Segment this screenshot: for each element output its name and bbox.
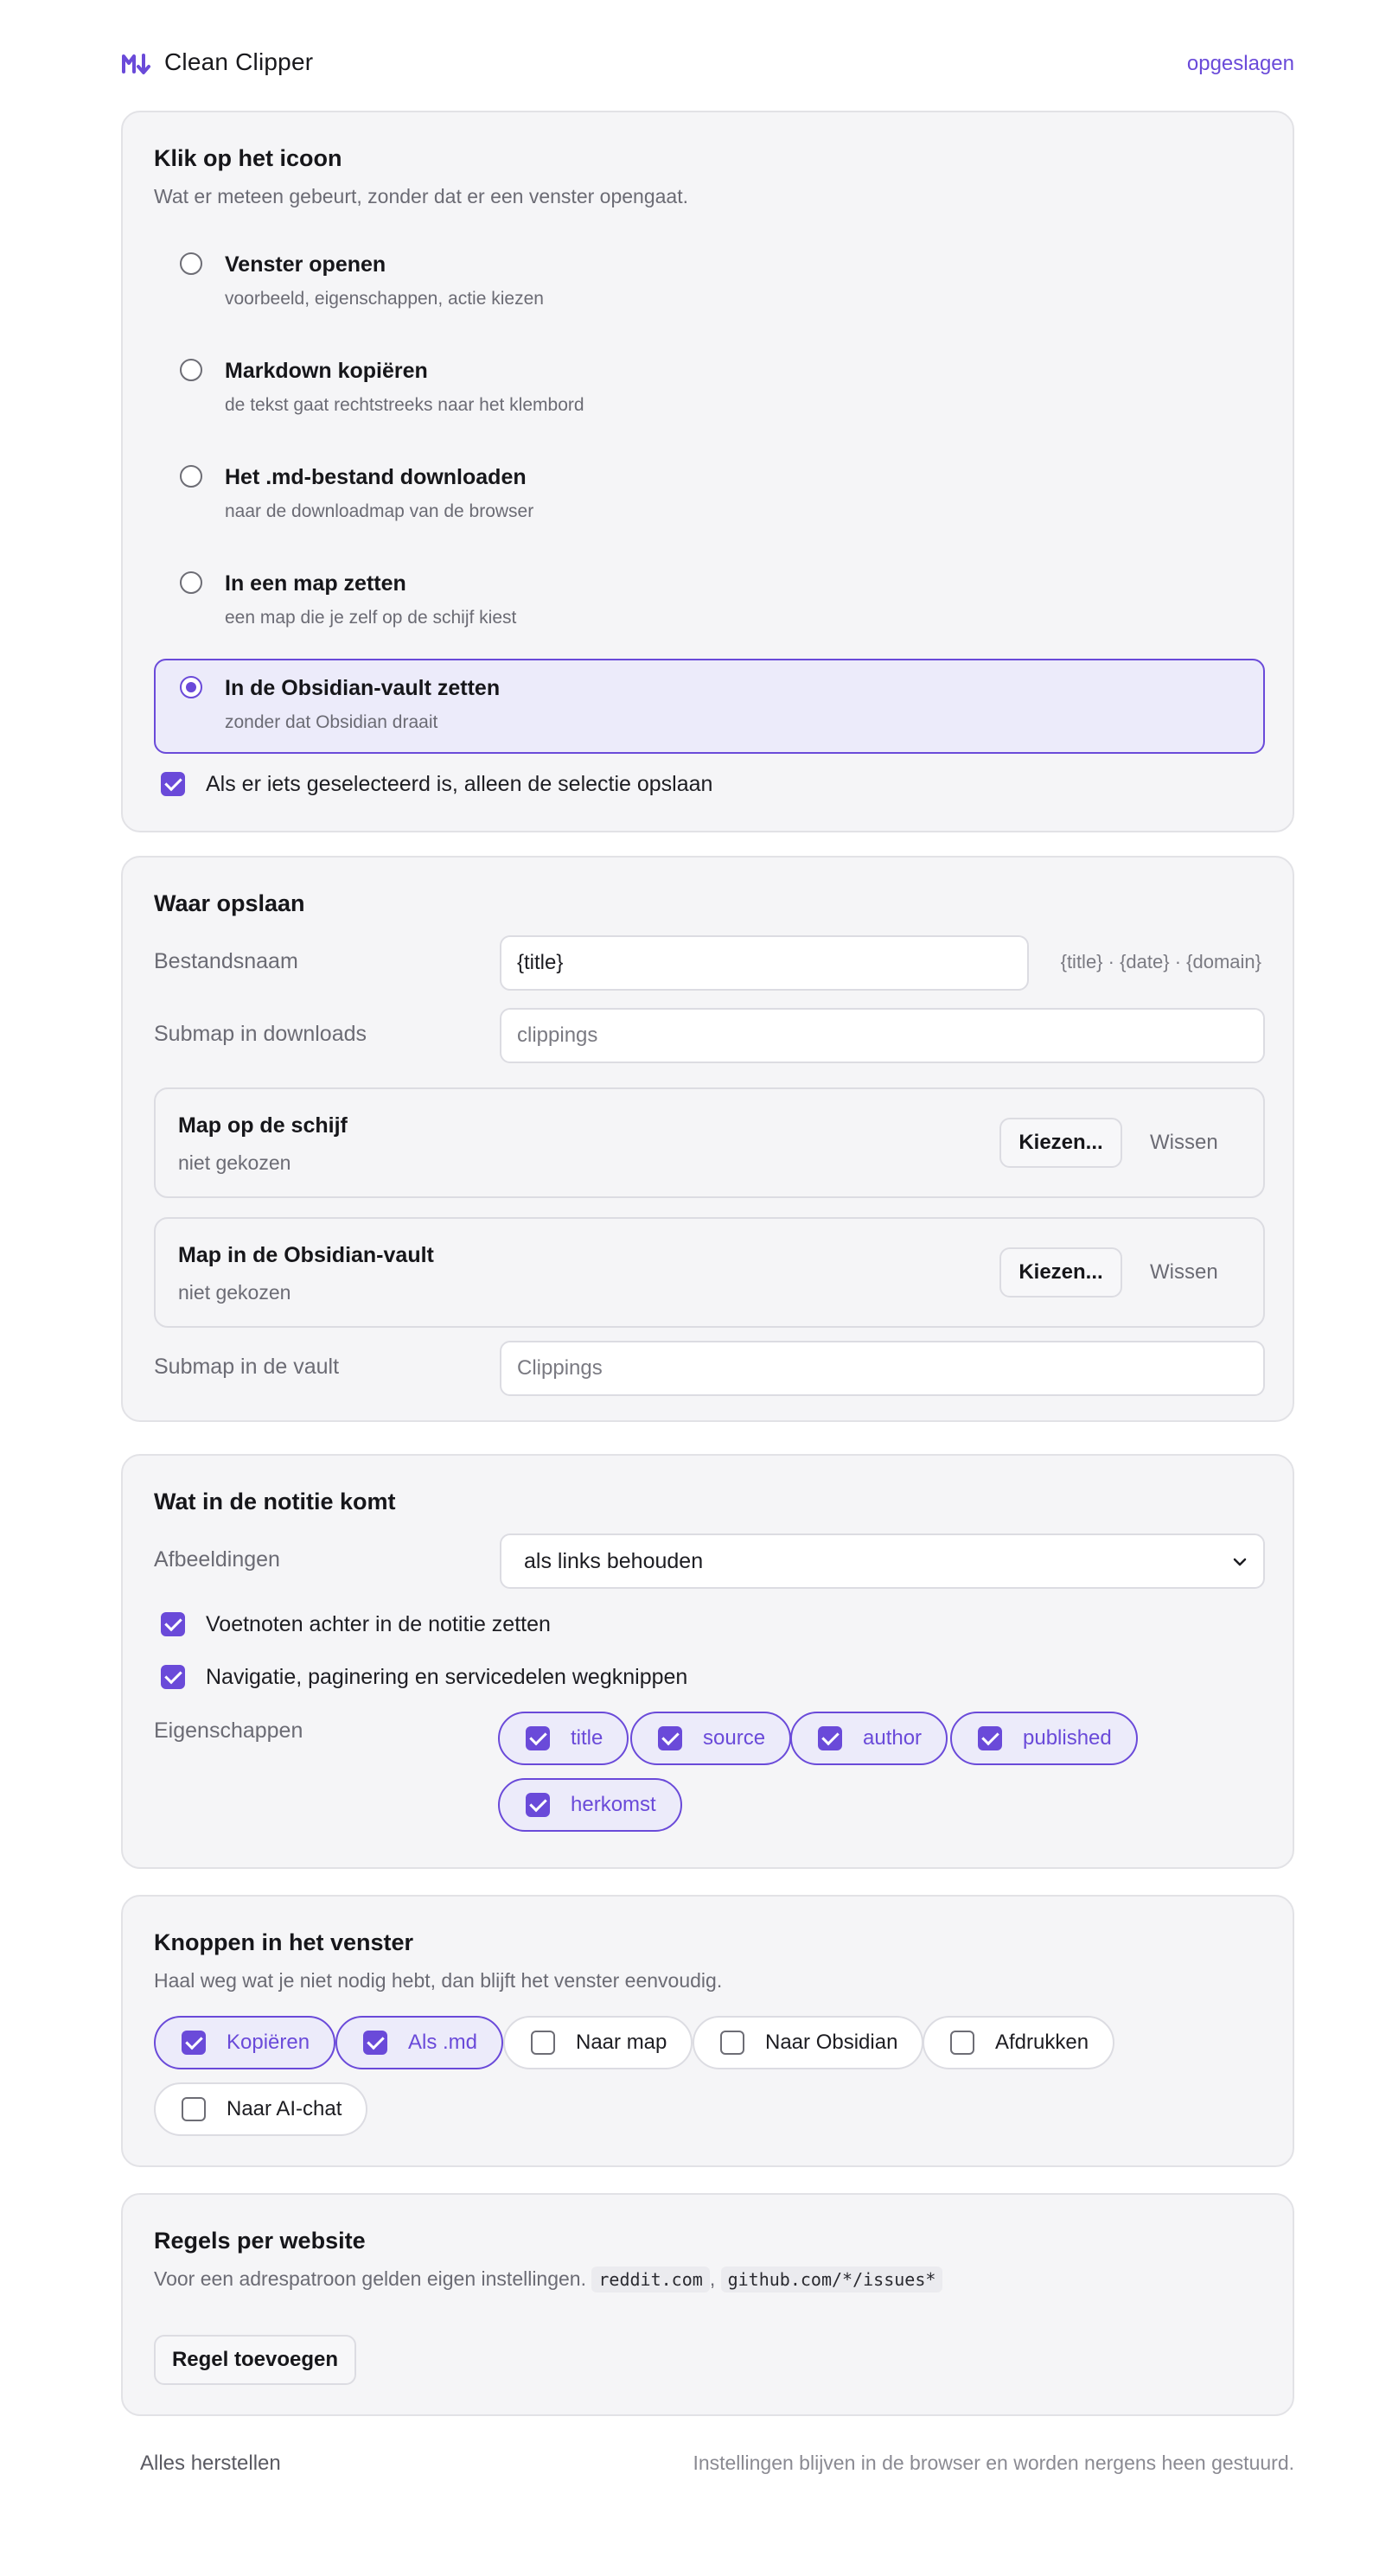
radio-button[interactable] (180, 571, 202, 594)
checkbox-label: Als er iets geselecteerd is, alleen de selectie opslaan (206, 771, 713, 796)
option-label: Venster openen (225, 252, 386, 277)
card-title: Klik op het icoon (154, 145, 342, 171)
button-chip-copy[interactable] (154, 2016, 335, 2069)
button-checkbox[interactable] (950, 2031, 974, 2055)
property-checkbox[interactable] (818, 1726, 842, 1750)
app-title: Clean Clipper (164, 48, 314, 75)
site-rules-card (121, 2193, 1294, 2416)
selection-only-checkbox-row[interactable] (161, 769, 712, 799)
footnotes-checkbox[interactable] (161, 1612, 185, 1636)
downloads-subfolder-label: Submap in downloads (154, 1022, 367, 1046)
option-copy-markdown[interactable] (154, 341, 1265, 437)
chip-label: Afdrukken (995, 2031, 1089, 2054)
property-chip-source[interactable] (630, 1712, 791, 1765)
properties-label: Eigenschappen (154, 1718, 303, 1743)
filename-input[interactable]: {title} (500, 935, 1029, 991)
card-title: Knoppen in het venster (154, 1929, 414, 1955)
chip-label: herkomst (571, 1793, 656, 1816)
card-title: Waar opslaan (154, 890, 305, 916)
navigation-checkbox-row[interactable] (161, 1662, 687, 1692)
button-chip-as-md[interactable] (335, 2016, 503, 2069)
filename-label: Bestandsnaam (154, 949, 298, 973)
option-label: Het .md-bestand downloaden (225, 465, 527, 489)
header (121, 45, 1294, 83)
filename-hint: {title} · {date} · {domain} (1060, 951, 1261, 972)
choose-disk-folder-button[interactable]: Kiezen... (999, 1118, 1122, 1168)
chip-label: Naar AI-chat (227, 2097, 342, 2120)
vault-subfolder-input[interactable]: Clippings (500, 1341, 1265, 1396)
option-obsidian-vault[interactable] (154, 659, 1265, 754)
button-checkbox[interactable] (531, 2031, 555, 2055)
button-checkbox[interactable] (182, 2097, 206, 2121)
button-checkbox[interactable] (363, 2031, 387, 2055)
button-chip-ai-chat[interactable] (154, 2082, 367, 2136)
vault-folder-box (154, 1217, 1265, 1328)
button-chip-to-folder[interactable] (503, 2016, 693, 2069)
radio-button[interactable] (180, 252, 202, 275)
vault-folder-title: Map in de Obsidian-vault (178, 1243, 434, 1267)
button-chip-print[interactable] (923, 2016, 1114, 2069)
option-description: naar de downloadmap van de browser (225, 501, 534, 521)
clear-vault-folder-button[interactable]: Wissen (1150, 1260, 1218, 1284)
option-label: In de Obsidian-vault zetten (225, 676, 501, 700)
reset-all-button[interactable]: Alles herstellen (140, 2452, 281, 2475)
chip-label: title (571, 1726, 603, 1750)
example-pattern: reddit.com (591, 2267, 709, 2292)
card-title: Wat in de notitie komt (154, 1489, 396, 1514)
option-open-window[interactable] (154, 235, 1265, 330)
card-subtitle: Haal weg wat je niet nodig hebt, dan blijft het venster eenvoudig. (154, 1969, 723, 1992)
images-label: Afbeeldingen (154, 1547, 280, 1572)
property-chip-herkomst[interactable] (498, 1778, 682, 1832)
radio-button[interactable] (180, 359, 202, 381)
add-rule-button[interactable]: Regel toevoegen (154, 2335, 356, 2385)
option-description: zonder dat Obsidian draait (225, 712, 438, 732)
radio-button[interactable] (180, 465, 202, 488)
choose-vault-folder-button[interactable]: Kiezen... (999, 1247, 1122, 1298)
saved-status: opgeslagen (1186, 52, 1294, 75)
chip-label: Naar map (576, 2031, 667, 2054)
property-chip-title[interactable] (498, 1712, 629, 1765)
button-checkbox[interactable] (720, 2031, 744, 2055)
card-subtitle: Wat er meteen gebeurt, zonder dat er een venster opengaat. (154, 185, 688, 207)
disk-folder-box (154, 1087, 1265, 1198)
images-select-value: als links behouden (524, 1548, 704, 1573)
property-checkbox[interactable] (978, 1726, 1002, 1750)
privacy-note: Instellingen blijven in de browser en worden nergens heen gestuurd. (693, 2452, 1294, 2474)
checkbox-label: Voetnoten achter in de notitie zetten (206, 1611, 551, 1636)
footnotes-checkbox-row[interactable] (161, 1610, 551, 1639)
window-buttons-card (121, 1895, 1294, 2167)
example-pattern: github.com/*/issues* (721, 2267, 943, 2292)
property-checkbox[interactable] (526, 1793, 550, 1817)
property-checkbox[interactable] (526, 1726, 550, 1750)
property-chip-published[interactable] (950, 1712, 1138, 1765)
disk-folder-title: Map op de schijf (178, 1113, 348, 1138)
separator: , (709, 2267, 716, 2290)
chip-label: author (863, 1726, 923, 1750)
radio-button-selected[interactable] (180, 676, 202, 698)
card-subtitle (154, 2267, 942, 2291)
vault-subfolder-label: Submap in de vault (154, 1355, 340, 1379)
chip-label: Kopiëren (227, 2031, 310, 2054)
option-description: de tekst gaat rechtstreeks naar het klembord (225, 395, 584, 415)
navigation-checkbox[interactable] (161, 1665, 185, 1689)
click-action-card (121, 111, 1294, 832)
rules-description: Voor een adrespatroon gelden eigen instellingen. (154, 2267, 586, 2290)
chip-label: Naar Obsidian (765, 2031, 898, 2054)
chip-label: published (1023, 1726, 1112, 1750)
option-download-md[interactable] (154, 448, 1265, 543)
option-description: een map die je zelf op de schijf kiest (225, 608, 517, 628)
card-title: Regels per website (154, 2228, 366, 2254)
save-location-card (121, 856, 1294, 1422)
option-label: Markdown kopiëren (225, 359, 428, 383)
vault-folder-status: niet gekozen (178, 1281, 291, 1304)
property-chip-author[interactable] (790, 1712, 948, 1765)
option-description: voorbeeld, eigenschappen, actie kiezen (225, 289, 544, 309)
button-chip-to-obsidian[interactable] (693, 2016, 923, 2069)
property-checkbox[interactable] (658, 1726, 682, 1750)
chip-label: source (703, 1726, 766, 1750)
chip-label: Als .md (408, 2031, 478, 2054)
clear-disk-folder-button[interactable]: Wissen (1150, 1131, 1218, 1154)
note-content-card (121, 1454, 1294, 1869)
checkbox-label: Navigatie, paginering en servicedelen wegknippen (206, 1664, 688, 1689)
markdown-logo-icon (121, 48, 152, 80)
downloads-subfolder-input[interactable]: clippings (500, 1008, 1265, 1063)
chevron-down-icon (1230, 1553, 1249, 1572)
button-checkbox[interactable] (182, 2031, 206, 2055)
selection-only-checkbox[interactable] (161, 772, 185, 796)
images-select[interactable] (500, 1533, 1265, 1589)
disk-folder-status: niet gekozen (178, 1151, 291, 1174)
option-save-to-folder[interactable] (154, 554, 1265, 649)
option-label: In een map zetten (225, 571, 406, 596)
